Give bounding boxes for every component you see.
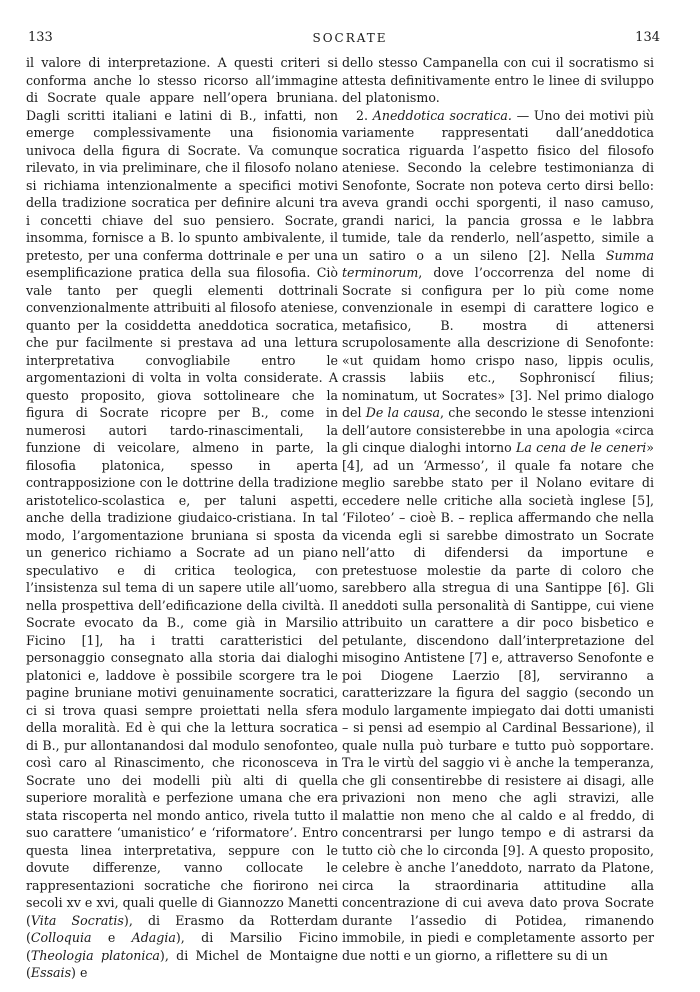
title-la-cena: La cena de le ceneri: [516, 440, 647, 455]
right-text-a4: » [4], ad un ‘Armesso’, il quale fa notare che meglio sarebbe stato per il Nolano evitare di eccedere nelle critiche alla società inglese [5], ‘Filoteo’ – cioè B. – replica affermando che nella vicenda egli si sarebbe dimostrato un Socrate nell’atto di difendersi da importune e pretestuose molestie da parte di coloro che sarebbero alla stregua di una Santippe [6]. Gli aneddoti sulla personalità di Santippe, cui viene attribuito un carattere a dir poco bisbetico e petulante, discendono dall’interpretazione del misogino Antistene [7] e, attraverso Senofonte e poi Diogene Laerzio [8], serviranno a caratterizzare la figura del saggio (secondo un modulo largamente impiegato dai dotti umanisti – si pensi ad esempio al Cardinal Bessarione), il quale nulla può turbare e tutto può sopportare. Tra le virtù del saggio vi è anche la temperanza, che gli consentirebbe di resistere ai disagi, alle privazioni non meno che agli stravizi, alle malattie non meno che al caldo e al freddo, di concentrarsi per lungo tempo e di astrarsi da tutto ciò che lo circonda [9]. A questo proposito, celebre è anche l’aneddoto, narrato da Platone, circa la straordinaria attitudine alla concentrazione di cui aveva dato prova Socrate durante l’assedio di Potidea, rimanendo immobile, in piedi e completamente assorto per due notti e un giorno, a riflettere su di un: [342, 440, 654, 963]
title-adagia: Adagia: [131, 930, 176, 945]
running-header: [0, 30, 700, 50]
right-text-a2: , dove l’occorrenza del nome di Socrate si configura per lo più come nome convenzionale in esempi di carattere logico e metafisico, B. mostra di attenersi scrupolosamente alla descrizione di Senofonte: «ut quidam homo crispo naso, lippis oculis, crassis labiis etc., Sophroniscí filius; nominatum, ut Socrates» [3]. Nel primo dialogo del: [342, 265, 654, 420]
left-text-t2: ), di Erasmo da Rotterdam (: [26, 912, 338, 945]
left-text-main: il valore di interpretazione. A questi criteri si conforma anche lo stesso ricorso all’immagine di Socrate quale appare nell’opera bruniana. Dagli scritti italiani e latini di B., infatti, non emerge complessivamente una fisionomia univoca della figura di Socrate. Va comunque rilevato, in via preliminare, che il filosofo nolano si richiama intenzionalmente a specifici motivi della tradizione socratica per definire alcuni tra i concetti chiave del suo pensiero. Socrate, insomma, fornisce a B. lo spunto ambivalente, il pretesto, per una conferma dottrinale e per una esemplificazione pratica della sua filosofia. Ciò vale tanto per quegli elementi dottrinali convenzionalmente attribuiti al filosofo ateniese, quanto per la cosiddetta aneddotica socratica, che pur facilmente si prestava ad una lettura interpretativa convogliabile entro le argomentazioni di volta in volta considerate. A questo proposito, giova sottolineare che la figura di Socrate ricopre per B., come in numerosi autori tardo-rinascimentali, la funzione di veicolare, almeno in parte, la filosofia platonica, spesso in aperta contrapposizione con le dottrine della tradizione aristotelico-scolastica e, per taluni aspetti, anche della tradizione giudaico-cristiana. In tal modo, l’argomentazione bruniana si sposta da un generico richiamo a Socrate ad un piano speculativo e di critica teologica, con l’insistenza sul tema di un sapere utile all’uomo, nella prospettiva dell’edificazione della civiltà. Il Socrate evocato da B., come già in Marsilio Ficino [1], ha i tratti caratteristici del personaggio consegnato alla storia dai dialoghi platonici e, laddove è possibile scorgere tra le pagine bruniane motivi genuinamente socratici, ci si trova quasi sempre proiettati nella sfera della moralità. Ed è qui che la lettura socratica di B., pur allontanandosi dal modulo senofonteo, così caro al Rinascimento, che riconosceva in Socrate uno dei modelli più alti di quella superiore moralità e perfezione umana che era stata riscoperta nel mondo antico, rivela tutto il suo carattere ‘umanistico’ e ‘riformatore’. Entro questa linea interpretativa, seppure con le dovute differenze, vanno collocate le rappresentazioni socratiche che fiorirono nei secoli xv e xvi, quali quelle di Giannozzo Manetti (: [26, 55, 338, 928]
left-column-paragraph: [26, 54, 338, 982]
page-number-right: 134: [635, 30, 660, 45]
right-paragraph-2: [342, 107, 654, 965]
right-column: [342, 54, 654, 964]
section-title: Aneddotica socratica.: [372, 107, 512, 123]
right-text-a1: — Uno dei motivi più variamente rappresentati dall’aneddotica socratica riguarda l’aspetto fisico del filosofo ateniese. Secondo la celebre testimonianza di Senofonte, Socrate non poteva certo dirsi bello: aveva grandi occhi sporgenti, il naso camuso, grandi narici, la pancia grossa e le labbra tumide, tale da renderlo, nell’aspetto, simile a un satiro o a un sileno [2]. Nella: [342, 107, 654, 263]
right-paragraph-1: dello stesso Campanella con cui il socratismo si attesta definitivamente entro le linee di sviluppo del platonismo.: [342, 55, 654, 105]
left-column: [26, 54, 338, 982]
title-vita-socratis: Vita Socratis: [30, 912, 124, 928]
title-de-la-causa: De la causa: [365, 405, 440, 420]
left-text-t5: ), di Michel de Montaigne (: [26, 947, 338, 980]
left-text-t6: ) e: [71, 965, 88, 980]
title-theologia-platonica: Theologia platonica: [30, 947, 160, 963]
left-text-t4: ), di Marsilio Ficino (: [26, 930, 338, 963]
title-summa-terminorum: Summa terminorum: [342, 247, 654, 280]
title-essais: Essais: [30, 965, 72, 980]
page-number-left: 133: [28, 30, 53, 45]
title-colloquia: Colloquia: [30, 930, 92, 945]
section-number: 2.: [356, 107, 369, 123]
running-title: SOCRATE: [312, 31, 388, 45]
right-text-a3: , che secondo le stesse intenzioni dell’autore consisterebbe in una apologia «circa gli cinque dialoghi intorno: [342, 405, 654, 455]
left-text-t3: e: [91, 930, 132, 945]
